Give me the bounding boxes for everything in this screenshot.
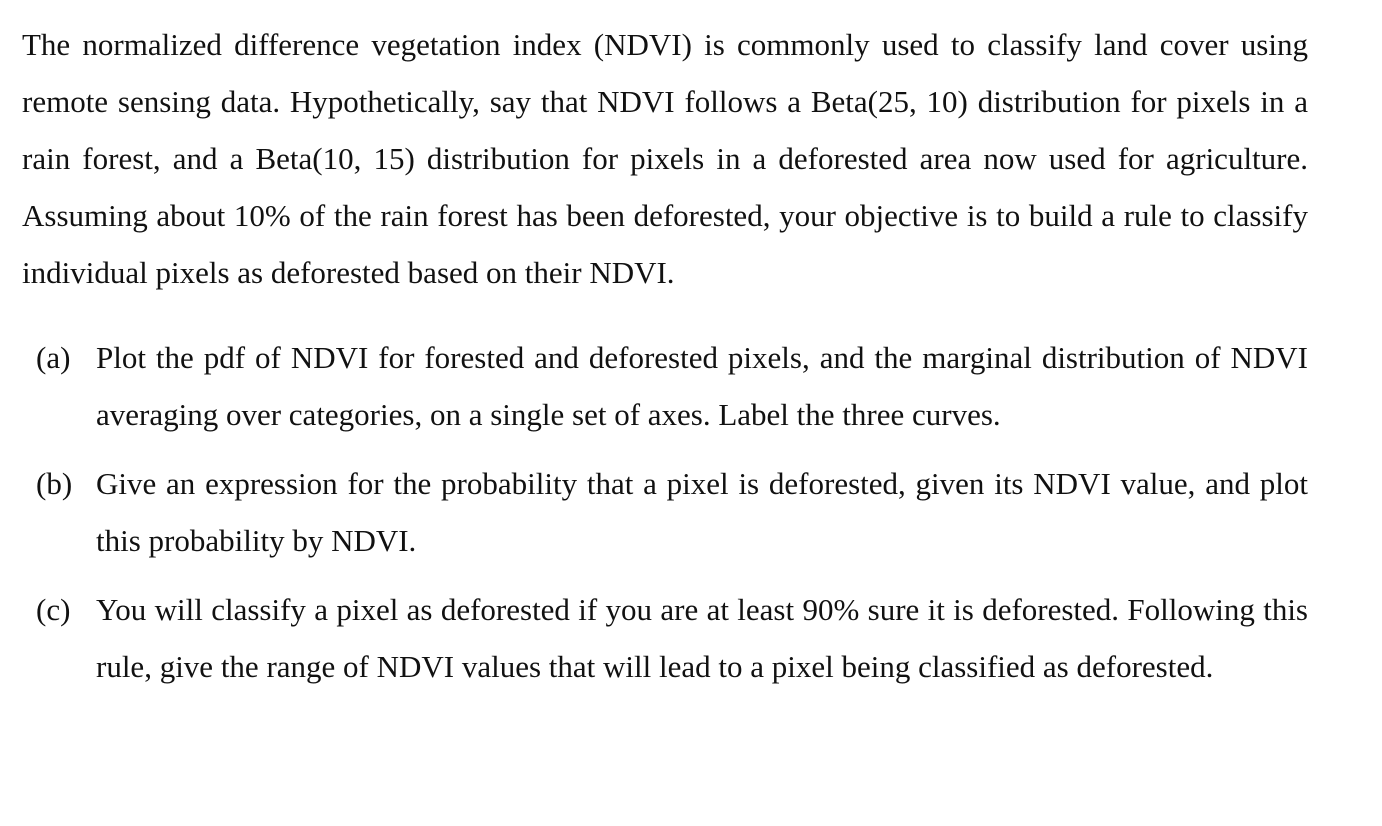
problem-intro: The normalized difference vegetation index (NDVI) is commonly used to classify land cover using remote sensing data. Hypothetically, say that NDVI follows a Beta(25, 10) distribution for pixels in a rain forest, and a Beta(10, 15) distribution for pixels in a deforested area now used for agriculture. Assuming about 10% of the rain forest has been deforested, your objective is to build a rule to classify individual pixels as deforested based on their NDVI.	[22, 27, 1308, 290]
part-c-label: (c)	[36, 592, 71, 627]
problem-part-c	[22, 581, 1308, 695]
problem-parts-list	[22, 329, 1308, 695]
part-a-label: (a)	[36, 340, 71, 375]
part-b-text: Give an expression for the probability that a pixel is deforested, given its NDVI value, and plot this probability by NDVI.	[96, 466, 1308, 558]
part-c-text: You will classify a pixel as deforested if you are at least 90% sure it is deforested. Following this rule, give the range of NDVI values that will lead to a pixel being classified as deforested.	[96, 592, 1308, 684]
part-a-text: Plot the pdf of NDVI for forested and deforested pixels, and the marginal distribution of NDVI averaging over categories, on a single set of axes. Label the three curves.	[96, 340, 1308, 432]
problem-part-b	[22, 455, 1308, 569]
problem-part-a	[22, 329, 1308, 443]
problem-document	[22, 16, 1308, 707]
part-b-label: (b)	[36, 466, 73, 501]
